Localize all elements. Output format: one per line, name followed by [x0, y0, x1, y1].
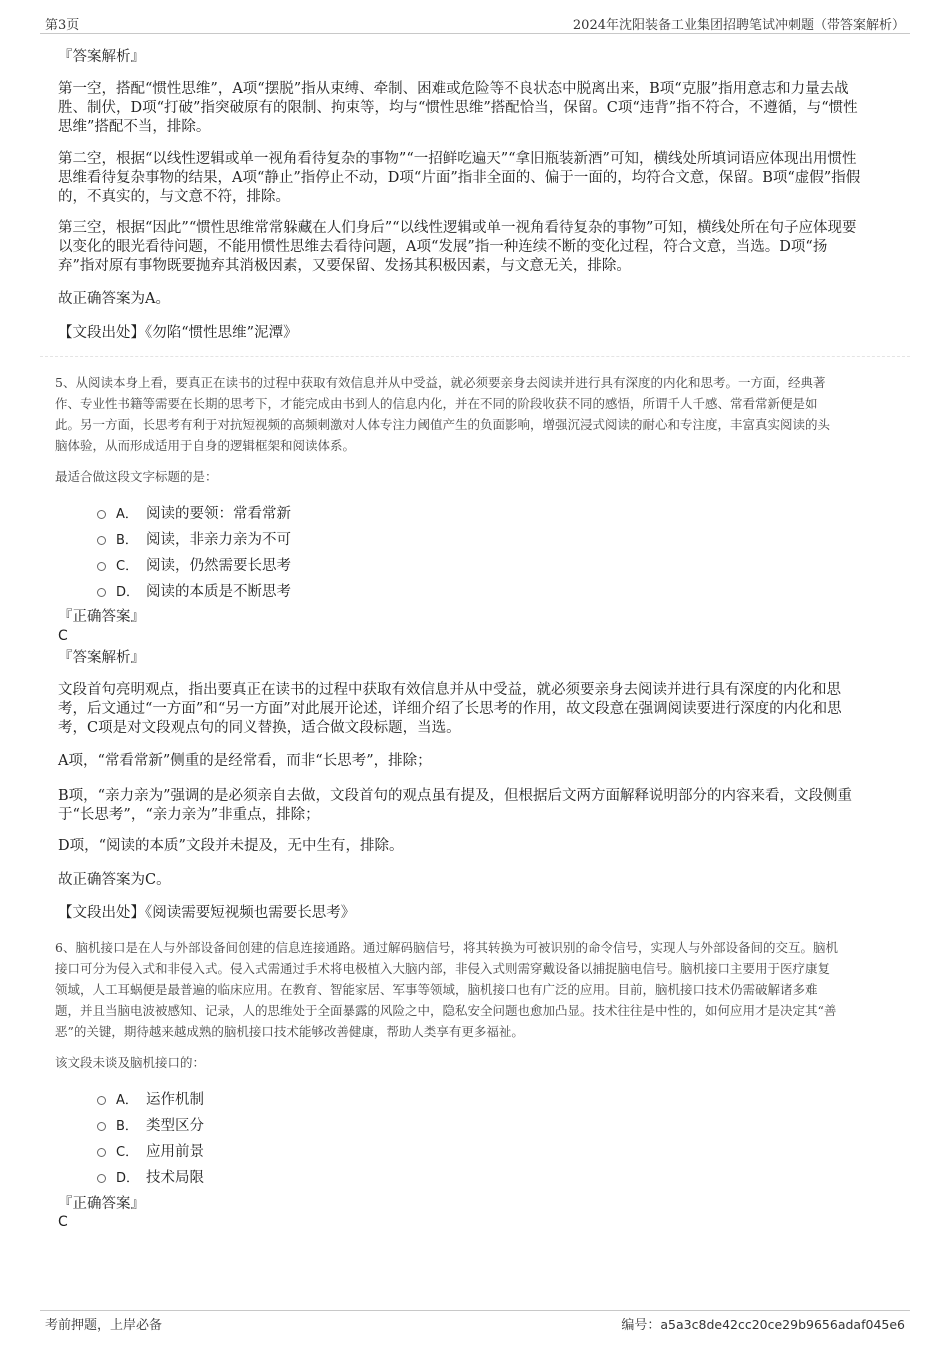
question-prompt: 该文段未谈及脑机接口的：	[55, 1055, 206, 1070]
option-letter: A．	[116, 1092, 138, 1108]
option-text: 阅读的本质是不断思考	[146, 583, 291, 600]
analysis-label: 『答案解析』	[58, 650, 145, 666]
correct-answer: C	[58, 1214, 68, 1230]
footer-divider	[40, 1310, 910, 1311]
analysis-paragraph-3	[58, 787, 898, 825]
radio-icon[interactable]	[97, 588, 106, 597]
option-b[interactable]	[97, 528, 291, 548]
option-text: 阅读的要领：常看常新	[146, 505, 291, 522]
radio-icon[interactable]	[97, 1122, 106, 1131]
question-passage	[55, 372, 900, 456]
option-letter: D．	[116, 1170, 140, 1186]
footer-slogan: 考前押题，上岸必备	[45, 1318, 163, 1333]
option-b[interactable]	[97, 1114, 204, 1134]
option-letter: A．	[116, 506, 138, 522]
page-number: 第3页	[45, 18, 80, 33]
option-a[interactable]	[97, 1088, 204, 1108]
text-line: 第二空，根据“以线性逻辑或单一视角看待复杂的事物”“一招鲜吃遍天”“拿旧瓶装新酒”可知，横线处所填词语应体现出用惯性	[58, 151, 857, 167]
radio-icon[interactable]	[97, 1096, 106, 1105]
code-label: 编号：	[621, 1318, 661, 1333]
option-text: 阅读，非亲力亲为不可	[146, 531, 291, 548]
conclusion: 故正确答案为C。	[58, 872, 171, 888]
radio-icon[interactable]	[97, 562, 106, 571]
text-line: 胜、制伏，D项“打破”指突破原有的限制、拘束等，均与“惯性思维”搭配恰当，保留。C项“违背”指不符合，不遵循，与“惯性	[58, 100, 858, 116]
text-line: 的，不真实的，与文意不符，排除。	[58, 189, 290, 205]
radio-icon[interactable]	[97, 1148, 106, 1157]
option-d[interactable]	[97, 580, 291, 600]
correct-answer: C	[58, 628, 68, 644]
option-text: 运作机制	[146, 1091, 204, 1108]
text-line: 脑体验，从而形成适用于自身的逻辑框架和阅读体系。	[55, 438, 356, 453]
option-text: 阅读，仍然需要长思考	[146, 557, 291, 574]
question-prompt: 最适合做这段文字标题的是：	[55, 469, 218, 484]
text-line: 题，并且当脑电波被感知、记录，人的思维处于全面暴露的风险之中，隐私安全问题也愈加凸显。技术往往是中性的，如何应用才是决定其“善	[55, 1003, 837, 1018]
source-citation: 【文段出处】《勿陷“惯性思维”泥潭》	[58, 325, 298, 341]
text-line: 第一空，搭配“惯性思维”，A项“摆脱”指从束缚、牵制、困难或危险等不良状态中脱离出来，B项“克服”指用意志和力量去战	[58, 81, 849, 97]
header-divider	[40, 33, 910, 34]
text-line: 于“长思考”，“亲力亲为”非重点，排除；	[58, 807, 320, 823]
text-line: 接口可分为侵入式和非侵入式。侵入式需通过手术将电极植入大脑内部，非侵入式则需穿戴设备以捕捉脑电信号。脑机接口主要用于医疗康复	[55, 961, 831, 976]
answer-label: 『正确答案』	[58, 609, 145, 625]
text-line: 作、专业性书籍等需要在长期的思考下，才能完成由书到人的信息内化，并在不同的阶段收获不同的感悟，所谓千人千感、常看常新便是如	[55, 396, 818, 411]
radio-icon[interactable]	[97, 1174, 106, 1183]
text-line: 5、从阅读本身上看，要真正在读书的过程中获取有效信息并从中受益，就必须要亲身去阅读并进行具有深度的内化和思考。一方面，经典著	[55, 375, 826, 390]
analysis-paragraph-1	[58, 681, 898, 738]
text-line: 此。另一方面，长思考有利于对抗短视频的高频刺激对人体专注力阈值产生的负面影响，增强沉浸式阅读的耐心和专注度，丰富真实阅读的头	[55, 417, 831, 432]
option-letter: B．	[116, 532, 138, 548]
text-line: 领域，人工耳蜗便是最普遍的临床应用。在教育、智能家居、军事等领域，脑机接口也有广泛的应用。目前，脑机接口技术仍需破解诸多难	[55, 982, 818, 997]
analysis-paragraph-4: D项，“阅读的本质”文段并未提及，无中生有，排除。	[58, 838, 404, 854]
radio-icon[interactable]	[97, 510, 106, 519]
text-line: 思维”搭配不当，排除。	[58, 119, 211, 135]
text-line: 6、脑机接口是在人与外部设备间创建的信息连接通路。通过解码脑信号，将其转换为可被识别的命令信号，实现人与外部设备间的交互。脑机	[55, 940, 838, 955]
text-line: 思维看待复杂事物的结果，A项“静止”指停止不动，D项“片面”指非全面的、偏于一面的，均符合文意，保留。B项“虚假”指假	[58, 170, 861, 186]
options-list	[97, 1088, 204, 1186]
text-line: B项，“亲力亲为”强调的是必须亲自去做，文段首句的观点虽有提及，但根据后文两方面解释说明部分的内容来看，文段侧重	[58, 788, 852, 804]
text-line: 考，C项是对文段观点句的同义替换，适合做文段标题，当选。	[58, 720, 461, 736]
analysis-paragraph-2	[58, 150, 898, 207]
option-c[interactable]	[97, 554, 291, 574]
text-line: 第三空，根据“因此”“惯性思维常常躲藏在人们身后”“以线性逻辑或单一视角看待复杂的事物”可知，横线处所在句子应体现要	[58, 220, 857, 236]
question-separator	[40, 356, 910, 357]
analysis-label: 『答案解析』	[58, 49, 145, 65]
code-value: a5a3c8de42cc20ce29b9656adaf045e6	[660, 1317, 905, 1332]
source-citation: 【文段出处】《阅读需要短视频也需要长思考》	[58, 905, 356, 921]
analysis-paragraph-3	[58, 219, 898, 276]
conclusion: 故正确答案为A。	[58, 291, 170, 307]
analysis-paragraph-2: A项，“常看常新”侧重的是经常看，而非“长思考”，排除；	[58, 753, 432, 769]
text-line: 考，后文通过“一方面”和“另一方面”对此展开论述，详细介绍了长思考的作用，故文段意在强调阅读要进行深度的内化和思	[58, 701, 842, 717]
text-line: 弃”指对原有事物既要抛弃其消极因素，又要保留、发扬其积极因素，与文意无关，排除。	[58, 258, 631, 274]
text-line: 以变化的眼光看待问题，不能用惯性思维去看待问题，A项“发展”指一种连续不断的变化过程，符合文意，当选。D项“扬	[58, 239, 828, 255]
question-passage	[55, 937, 900, 1042]
option-d[interactable]	[97, 1166, 204, 1186]
option-letter: D．	[116, 584, 140, 600]
option-letter: C．	[116, 1144, 139, 1160]
option-text: 类型区分	[146, 1117, 204, 1134]
analysis-paragraph-1	[58, 80, 898, 137]
document-title: 2024年沈阳装备工业集团招聘笔试冲刺题（带答案解析）	[572, 18, 905, 33]
text-line: 恶”的关键，期待越来越成熟的脑机接口技术能够改善健康，帮助人类享有更多福祉。	[55, 1024, 524, 1039]
option-text: 应用前景	[146, 1143, 204, 1160]
document-code	[621, 1314, 905, 1333]
option-text: 技术局限	[146, 1169, 204, 1186]
answer-label: 『正确答案』	[58, 1196, 145, 1212]
option-letter: C．	[116, 558, 139, 574]
option-c[interactable]	[97, 1140, 204, 1160]
text-line: 文段首句亮明观点，指出要真正在读书的过程中获取有效信息并从中受益，就必须要亲身去阅读并进行具有深度的内化和思	[58, 682, 841, 698]
options-list	[97, 502, 291, 600]
radio-icon[interactable]	[97, 536, 106, 545]
option-letter: B．	[116, 1118, 138, 1134]
option-a[interactable]	[97, 502, 291, 522]
